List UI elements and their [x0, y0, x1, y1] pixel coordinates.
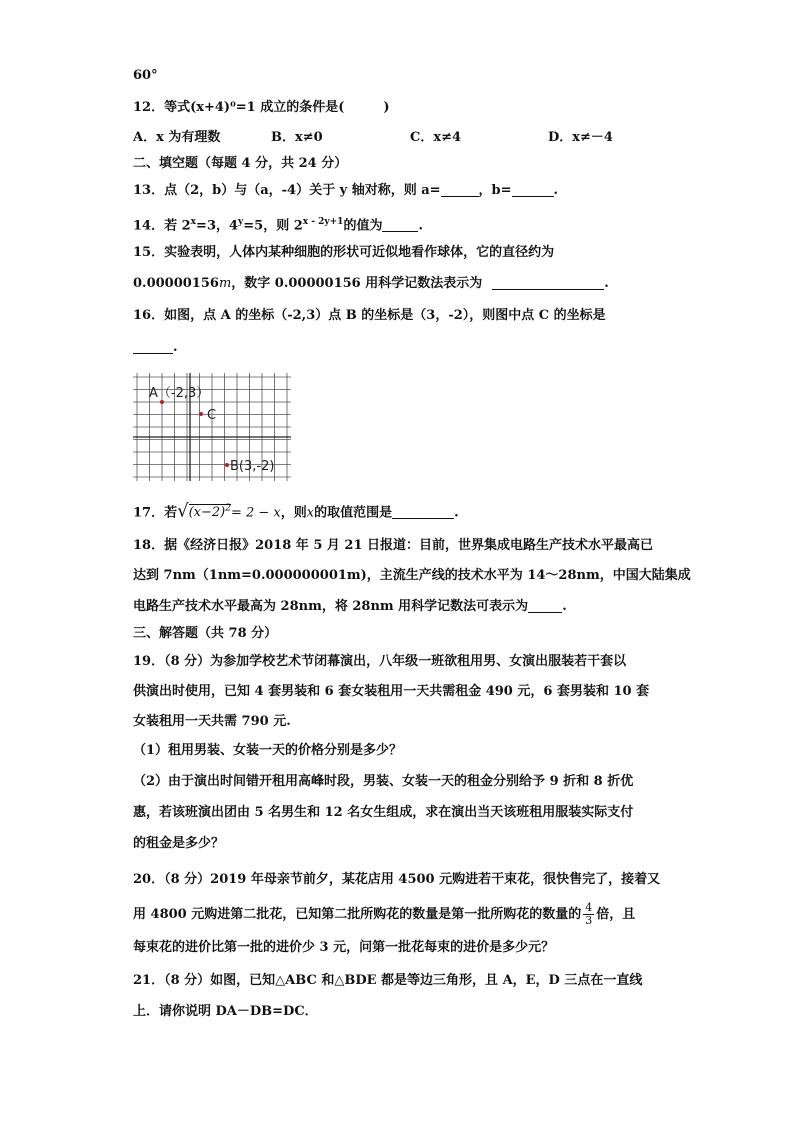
q17-var: x: [306, 505, 315, 521]
question-17: [133, 499, 459, 523]
q18-end: .: [562, 599, 567, 614]
question-19-part-2-line-2: 惠，若该班演出团由 5 名男生和 12 名女生组成，求在演出当天该班租用服装实际支付: [133, 805, 634, 820]
q14-part-a: 14．若 2: [133, 218, 191, 234]
question-21-line-1: 21．（8 分）如图，已知△ABC 和△BDE 都是等边三角形，且 A，E，D 三点在一直线: [133, 973, 643, 988]
q17-expr: (x−2): [188, 505, 226, 521]
section-2-heading: 二、填空题（每题 4 分，共 24 分）: [133, 156, 348, 171]
q15-end: .: [604, 276, 609, 291]
q13-part-a: 13．点（2，b）与（a，-4）关于 y 轴对称，则 a=: [133, 183, 441, 198]
question-18-line-3: [133, 597, 567, 617]
q17-rhs: = 2 − x: [230, 505, 281, 521]
q14-part-d: 的值为: [343, 218, 383, 234]
question-15-line-2: [133, 274, 609, 294]
question-18-line-1: 18．据《经济日报》2018 年 5 月 21 日报道：目前，世界集成电路生产技术水平最高已: [133, 538, 654, 553]
q16-end: .: [173, 340, 178, 355]
q12-option-d: D．x≠－4: [548, 130, 613, 145]
q16-blank: [133, 339, 173, 354]
question-16-line-2: [133, 338, 178, 358]
label-a: A（-2,3）: [149, 386, 210, 401]
question-19-line-3: 女装租用一天共需 790 元.: [133, 714, 291, 729]
question-18-line-2: 达到 7nm（1nm=0.000000001m)，主流生产线的技术水平为 14～28nm，中国大陆集成: [133, 568, 691, 583]
q15-unit: m: [218, 276, 232, 291]
q12-option-b: B．x≠0: [271, 130, 323, 145]
q18-blank: [528, 598, 562, 613]
section-3-heading: 三、解答题（共 78 分）: [133, 626, 278, 641]
label-b: B(3,-2): [230, 459, 275, 474]
question-13: [133, 181, 558, 201]
q12-option-c: C．x≠4: [410, 130, 462, 145]
label-c: C: [207, 408, 217, 423]
q20-fraction: [583, 902, 594, 927]
q14-exp-2: y: [238, 217, 244, 227]
q17-part-c: 的取值范围是: [314, 505, 393, 521]
q14-exp-3: x - 2y+1: [302, 217, 344, 227]
point-b: [225, 463, 229, 467]
q17-part-d: .: [454, 505, 459, 521]
q13-part-c: .: [553, 183, 559, 198]
q15-number: 0.00000156: [133, 276, 219, 291]
q20-text-b: 倍，且: [596, 907, 636, 922]
question-20-line-2: [133, 902, 635, 927]
q20-numerator: 4: [585, 901, 593, 914]
q20-denominator: 3: [585, 914, 593, 927]
question-19-line-1: 19．（8 分）为参加学校艺术节闭幕演出，八年级一班欲租用男、女演出服装若干套以: [133, 654, 627, 669]
question-19-part-1: （1）租用男装、女装一天的价格分别是多少？: [133, 743, 403, 758]
q13-part-b: ，b=: [478, 183, 512, 198]
q12-option-a: A．x 为有理数: [133, 130, 221, 145]
question-12: 12．等式(x+4)⁰=1 成立的条件是( ): [133, 100, 390, 115]
q17-radicand: [189, 504, 231, 520]
q14-blank: [382, 217, 418, 232]
q14-exp-1: x: [190, 217, 197, 227]
coordinate-grid: [133, 373, 291, 481]
question-20-line-1: 20．（8 分）2019 年母亲节前夕，某花店用 4500 元购进若干束花，很快售完了，接着又: [133, 872, 661, 887]
angle-fragment: 60°: [133, 68, 158, 83]
q14-part-e: .: [418, 218, 423, 234]
q13-blank-a: [441, 182, 479, 197]
q20-text-a: 用 4800 元购进第二批花，已知第二批所购花的数量是第一批所购花的数量的: [133, 907, 582, 922]
q17-part-b: ，则: [280, 505, 307, 521]
question-19-part-2-line-1: （2）由于演出时间错开租用高峰时段，男装、女装一天的租金分别给予 9 折和 8 折优: [133, 774, 634, 789]
q17-exp: 2: [225, 504, 231, 514]
q14-part-c: =5，则 2: [243, 218, 303, 234]
q17-part-a: 17．若: [133, 505, 178, 521]
question-19-line-2: 供演出时使用，已知 4 套男装和 6 套女装租用一天共需租金 490 元，6 套男装和 10 套: [133, 684, 650, 699]
question-19-part-2-line-3: 的租金是多少？: [133, 836, 225, 851]
question-21-line-2: 上．请你说明 DA－DB=DC．: [133, 1004, 318, 1019]
question-20-line-3: 每束花的进价比第一批的进价少 3 元，问第一批花每束的进价是多少元？: [133, 940, 555, 955]
q14-part-b: =3，4: [196, 218, 239, 234]
coordinate-grid-figure: [133, 373, 291, 481]
question-15-line-1: 15．实验表明，人体内某种细胞的形状可近似地看作球体，它的直径约为: [133, 245, 555, 260]
point-c: [199, 412, 203, 416]
q17-blank: [392, 504, 454, 519]
question-14: [133, 212, 423, 236]
q13-blank-b: [512, 182, 554, 197]
sqrt-sign-icon: √: [177, 500, 189, 522]
q18-text: 电路生产技术水平最高为 28nm，将 28nm 用科学记数法可表示为: [133, 599, 529, 614]
q15-text: ，数字 0.00000156 用科学记数法表示为: [231, 276, 483, 291]
question-16-line-1: 16．如图，点 A 的坐标（-2,3）点 B 的坐标是（3，-2），则图中点 C 的坐标是: [133, 308, 606, 323]
q15-blank: [492, 275, 604, 290]
